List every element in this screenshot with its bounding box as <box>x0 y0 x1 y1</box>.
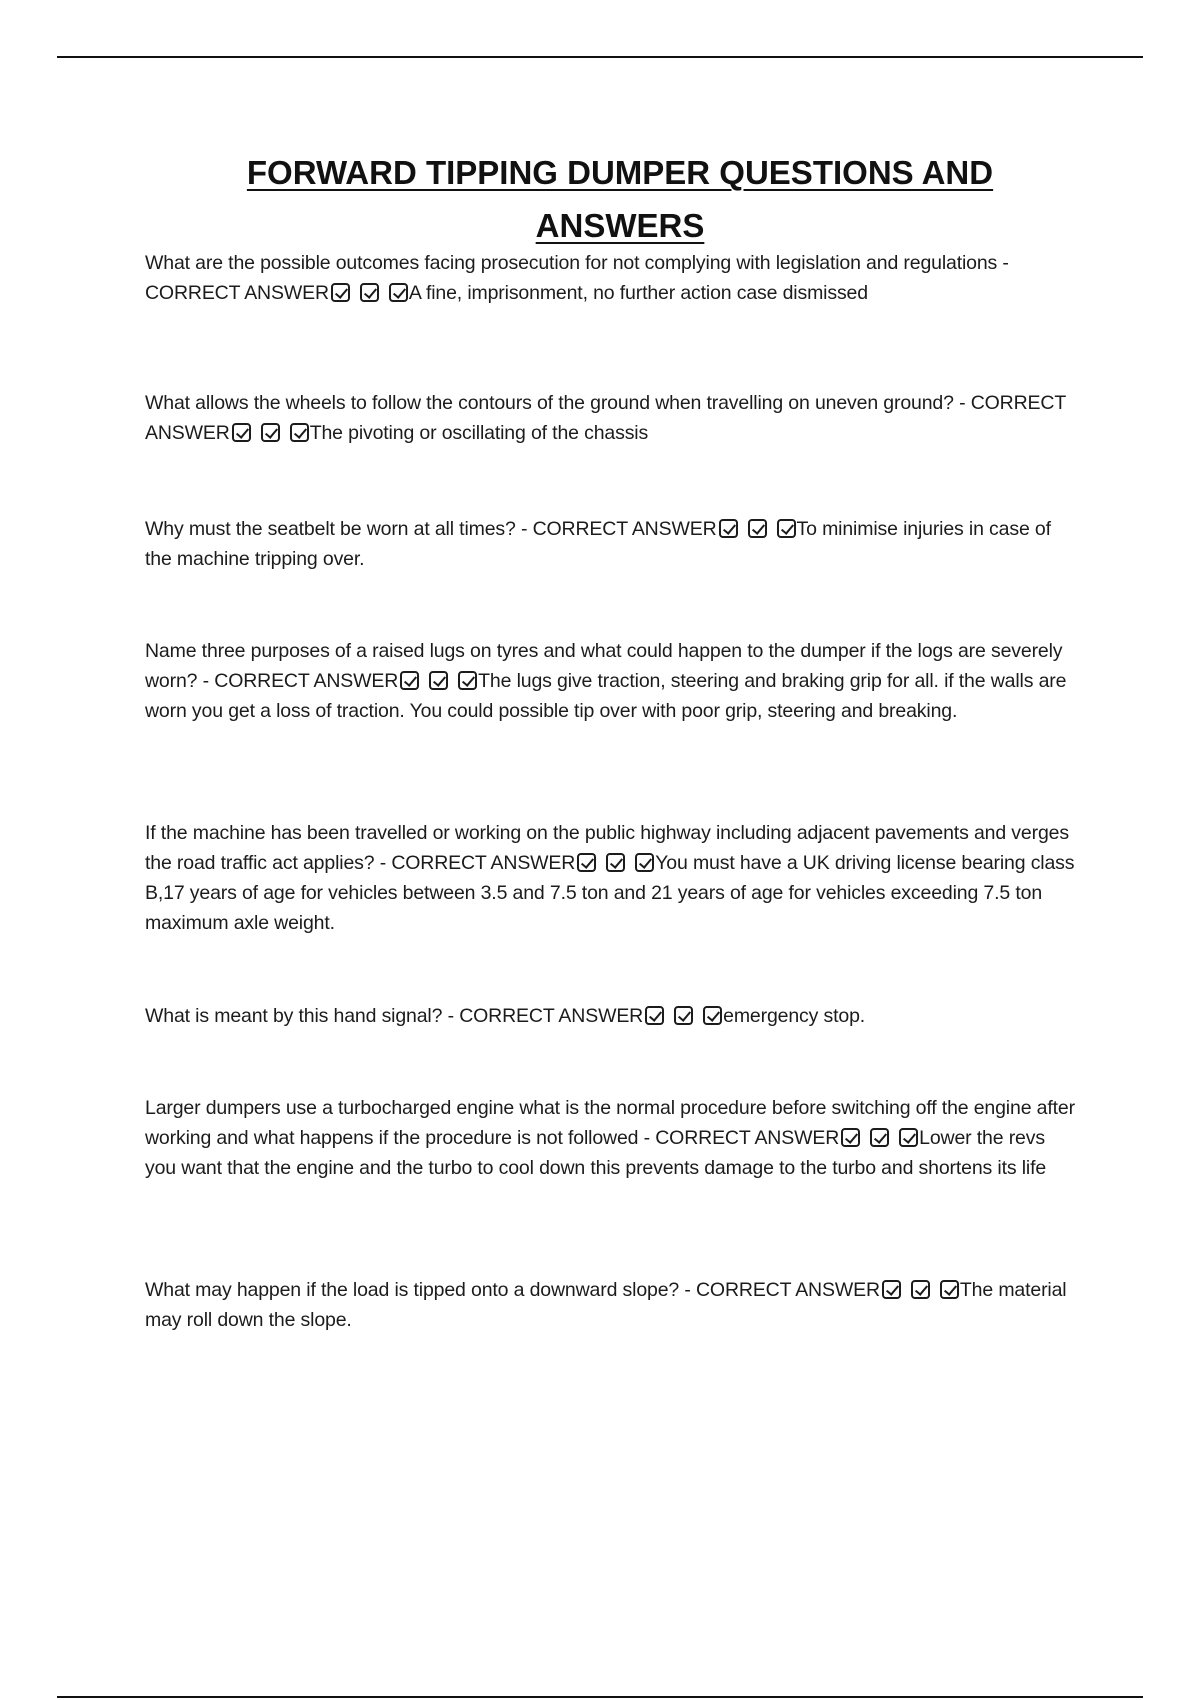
question-text: What allows the wheels to follow the contours of the ground when travelling on uneven ground? - <box>145 392 966 414</box>
answer-text: emergency stop. <box>723 1005 866 1027</box>
answer-marker: CORRECT ANSWER <box>696 1279 880 1301</box>
qa-item-1 <box>145 248 1080 308</box>
answer-marker: CORRECT ANSWER <box>655 1127 840 1149</box>
answer-marker: CORRECT ANSWER <box>145 392 1066 444</box>
top-rule <box>57 56 1143 58</box>
checkmarks <box>839 1127 919 1149</box>
checkmarks <box>575 852 655 874</box>
checkmarks <box>717 518 797 540</box>
question-text: What may happen if the load is tipped onto a downward slope? - <box>145 1279 691 1301</box>
answer-text: The material may roll down the slope. <box>145 1279 1067 1331</box>
checkbox-check-icon <box>899 1128 918 1147</box>
checkbox-check-icon <box>261 423 280 442</box>
qa-item-6 <box>145 1001 1080 1031</box>
checkbox-check-icon <box>232 423 251 442</box>
question-text: Larger dumpers use a turbocharged engine what is the normal procedure before switching off the engine after working and what happens if the procedure is not followed - <box>145 1097 1075 1149</box>
checkbox-check-icon <box>606 853 625 872</box>
answer-text: To minimise injuries in case of the machine tripping over. <box>145 518 1051 570</box>
checkbox-check-icon <box>389 283 408 302</box>
question-text: If the machine has been travelled or working on the public highway including adjacent pavements and verges the road traffic act applies? - <box>145 822 1069 874</box>
qa-item-3 <box>145 514 1080 574</box>
checkbox-check-icon <box>290 423 309 442</box>
checkbox-check-icon <box>331 283 350 302</box>
checkbox-check-icon <box>870 1128 889 1147</box>
checkmarks <box>230 422 310 444</box>
question-text: Why must the seatbelt be worn at all times? - <box>145 518 528 540</box>
checkbox-check-icon <box>635 853 654 872</box>
answer-marker: CORRECT ANSWER <box>459 1005 644 1027</box>
checkbox-check-icon <box>674 1006 693 1025</box>
checkmarks <box>398 670 478 692</box>
answer-marker: CORRECT ANSWER <box>391 852 576 874</box>
checkbox-check-icon <box>429 671 448 690</box>
answer-text: The pivoting or oscillating of the chassis <box>309 422 649 444</box>
checkbox-check-icon <box>577 853 596 872</box>
answer-marker: CORRECT ANSWER <box>214 670 399 692</box>
question-text: Name three purposes of a raised lugs on tyres and what could happen to the dumper if the logs are severely worn? - <box>145 640 1063 692</box>
answer-text: A fine, imprisonment, no further action case dismissed <box>408 282 868 304</box>
answer-text: You must have a UK driving license bearing class B,17 years of age for vehicles between 3.5 and 7.5 ton and 21 years of age for vehicles exceeding 7.5 ton maximum axle weight. <box>145 852 1075 934</box>
checkbox-check-icon <box>911 1280 930 1299</box>
checkmarks <box>329 282 409 304</box>
checkbox-check-icon <box>719 519 738 538</box>
qa-item-7 <box>145 1093 1080 1183</box>
qa-item-8 <box>145 1275 1080 1335</box>
checkbox-check-icon <box>360 283 379 302</box>
checkbox-check-icon <box>748 519 767 538</box>
qa-item-2 <box>145 388 1080 448</box>
question-text: What is meant by this hand signal? - <box>145 1005 454 1027</box>
checkbox-check-icon <box>703 1006 722 1025</box>
qa-item-5 <box>145 818 1080 938</box>
checkbox-check-icon <box>882 1280 901 1299</box>
answer-text: The lugs give traction, steering and braking grip for all. if the walls are worn you get a loss of traction. You could possible tip over with poor grip, steering and breaking. <box>145 670 1067 722</box>
checkmarks <box>643 1005 723 1027</box>
qa-item-4 <box>145 636 1080 726</box>
bottom-rule <box>57 1696 1143 1698</box>
checkbox-check-icon <box>458 671 477 690</box>
checkbox-check-icon <box>841 1128 860 1147</box>
question-text: What are the possible outcomes facing prosecution for not complying with legislation and regulations - <box>145 252 1009 274</box>
checkbox-check-icon <box>940 1280 959 1299</box>
document-title: FORWARD TIPPING DUMPER QUESTIONS AND ANSWERS <box>246 154 994 244</box>
answer-text: Lower the revs you want that the engine and the turbo to cool down this prevents damage to the turbo and shortens its life <box>145 1127 1047 1179</box>
answer-marker: CORRECT ANSWER <box>145 282 329 304</box>
checkmarks <box>880 1279 960 1301</box>
answer-marker: CORRECT ANSWER <box>532 518 717 540</box>
checkbox-check-icon <box>777 519 796 538</box>
checkbox-check-icon <box>400 671 419 690</box>
checkbox-check-icon <box>645 1006 664 1025</box>
